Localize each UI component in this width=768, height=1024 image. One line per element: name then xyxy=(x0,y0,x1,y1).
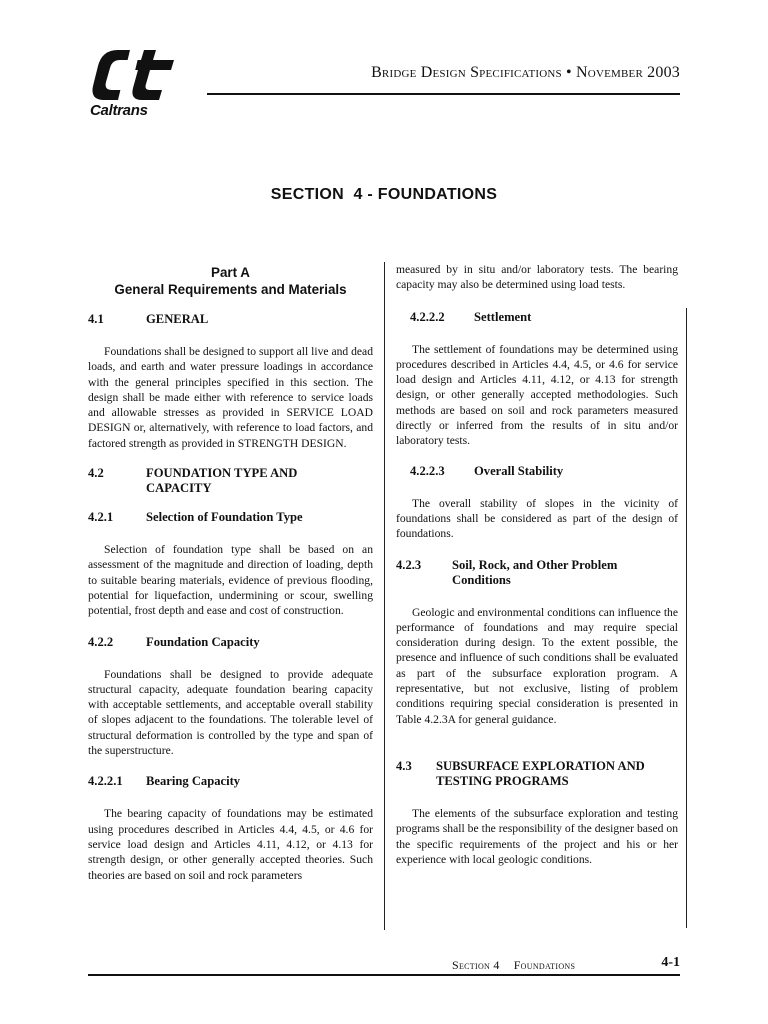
paragraph-4-2-2-1: The bearing capacity of foundations may be estimated using procedures described in Articles 4.4, 4.5, or 4.6 for service load design and Articles 4.11, 4.12, or 4.13 for strength design, or other generally accepted theories. Such theories are based on soil and rock parameters xyxy=(88,807,373,882)
heading-4-2-2: 4.2.2 Foundation Capacity xyxy=(88,634,260,649)
heading-4-2-1: 4.2.1 Selection of Foundation Type xyxy=(88,510,303,525)
footer-section: Section 4 xyxy=(452,958,500,972)
column-divider-right xyxy=(686,308,687,928)
section-title: SECTION 4 - FOUNDATIONS xyxy=(270,186,498,203)
heading-4-2-2-1: 4.2.2.1 Bearing Capacity xyxy=(88,774,241,789)
paragraph-4-2-2: Foundations shall be designed to provide adequate structural capacity, adequate foundation bearing capacity with acceptable settlements, and acceptable overall stability of slopes adjacent to the foundations. The tolerable level of structural deformation is controlled by the type and span of the superstructure. xyxy=(88,667,373,758)
left-column xyxy=(88,260,373,883)
page-number: 4-1 xyxy=(661,955,680,970)
part-label: Part A xyxy=(211,265,250,280)
caltrans-wordmark: Caltrans xyxy=(90,102,148,119)
heading-4-2: 4.2 FOUNDATION TYPE AND CAPACITY xyxy=(88,466,298,496)
heading-4-2-2-2: 4.2.2.2 Settlement xyxy=(410,309,532,324)
footer-section-label xyxy=(452,958,575,973)
heading-4-1: 4.1 GENERAL xyxy=(88,312,209,326)
right-column xyxy=(396,262,678,867)
heading-4-2-2-3: 4.2.2.3 Overall Stability xyxy=(410,463,564,478)
paragraph-4-2-1: Selection of foundation type shall be based on an assessment of the magnitude and direction of loading, depth to suitable bearing materials, evidence of previous flooding, potential for liquefaction, undermining or scour, swelling potential, frost depth and ease and cost of construction. xyxy=(88,543,373,618)
column-divider-left xyxy=(384,262,385,930)
header-rule xyxy=(207,93,680,95)
caltrans-logo xyxy=(88,46,178,122)
part-heading xyxy=(88,264,373,298)
part-subtitle: General Requirements and Materials xyxy=(114,282,347,297)
footer-rule xyxy=(88,974,680,976)
paragraph-4-1: Foundations shall be designed to support all live and dead loads, and earth and water pressure loadings in accordance with the general principles specified in this section. The design shall be made either with reference to service loads and allowable stresses as provided in SERVICE LOAD DESIGN or, alternatively, with reference to load factors, and factored strength as provided in STRENGTH DESIGN. xyxy=(88,345,373,450)
header-title: Bridge Design Specifications • November 2003 xyxy=(371,64,680,81)
paragraph-continued: measured by in situ and/or laboratory tests. The bearing capacity may also be determined using load tests. xyxy=(396,263,678,292)
heading-4-3: 4.3 SUBSURFACE EXPLORATION AND TESTING PROGRAMS xyxy=(396,758,645,788)
paragraph-4-2-3: Geologic and environmental conditions can influence the performance of foundations and may require special consideration during design. To the extent possible, the presence and influence of such conditions shall be evaluated as part of the subsurface exploration program. A representative, but not exclusive, listing of problem conditions requiring special consideration is presented in Table 4.2.3A for general guidance. xyxy=(396,605,678,726)
paragraph-4-2-2-3: The overall stability of slopes in the vicinity of foundations shall be considered as part of the design of foundations. xyxy=(396,496,678,541)
heading-4-2-3: 4.2.3 Soil, Rock, and Other Problem Conditions xyxy=(396,557,618,587)
footer-section-name: Foundations xyxy=(513,958,576,972)
paragraph-4-3: The elements of the subsurface exploration and testing programs shall be the responsibility of the designer based on the specific requirements of the project and his or her experience with local geologic conditions. xyxy=(396,806,678,866)
paragraph-4-2-2-2: The settlement of foundations may be determined using procedures described in Articles 4.4, 4.5, or 4.6 for service load design and Articles 4.11, 4.12, or 4.13 for strength design, or other generally accepted methodologies. Such methods are based on soil and rock parameters measured directly or inferred from the results of in situ and/or laboratory tests. xyxy=(396,342,678,448)
